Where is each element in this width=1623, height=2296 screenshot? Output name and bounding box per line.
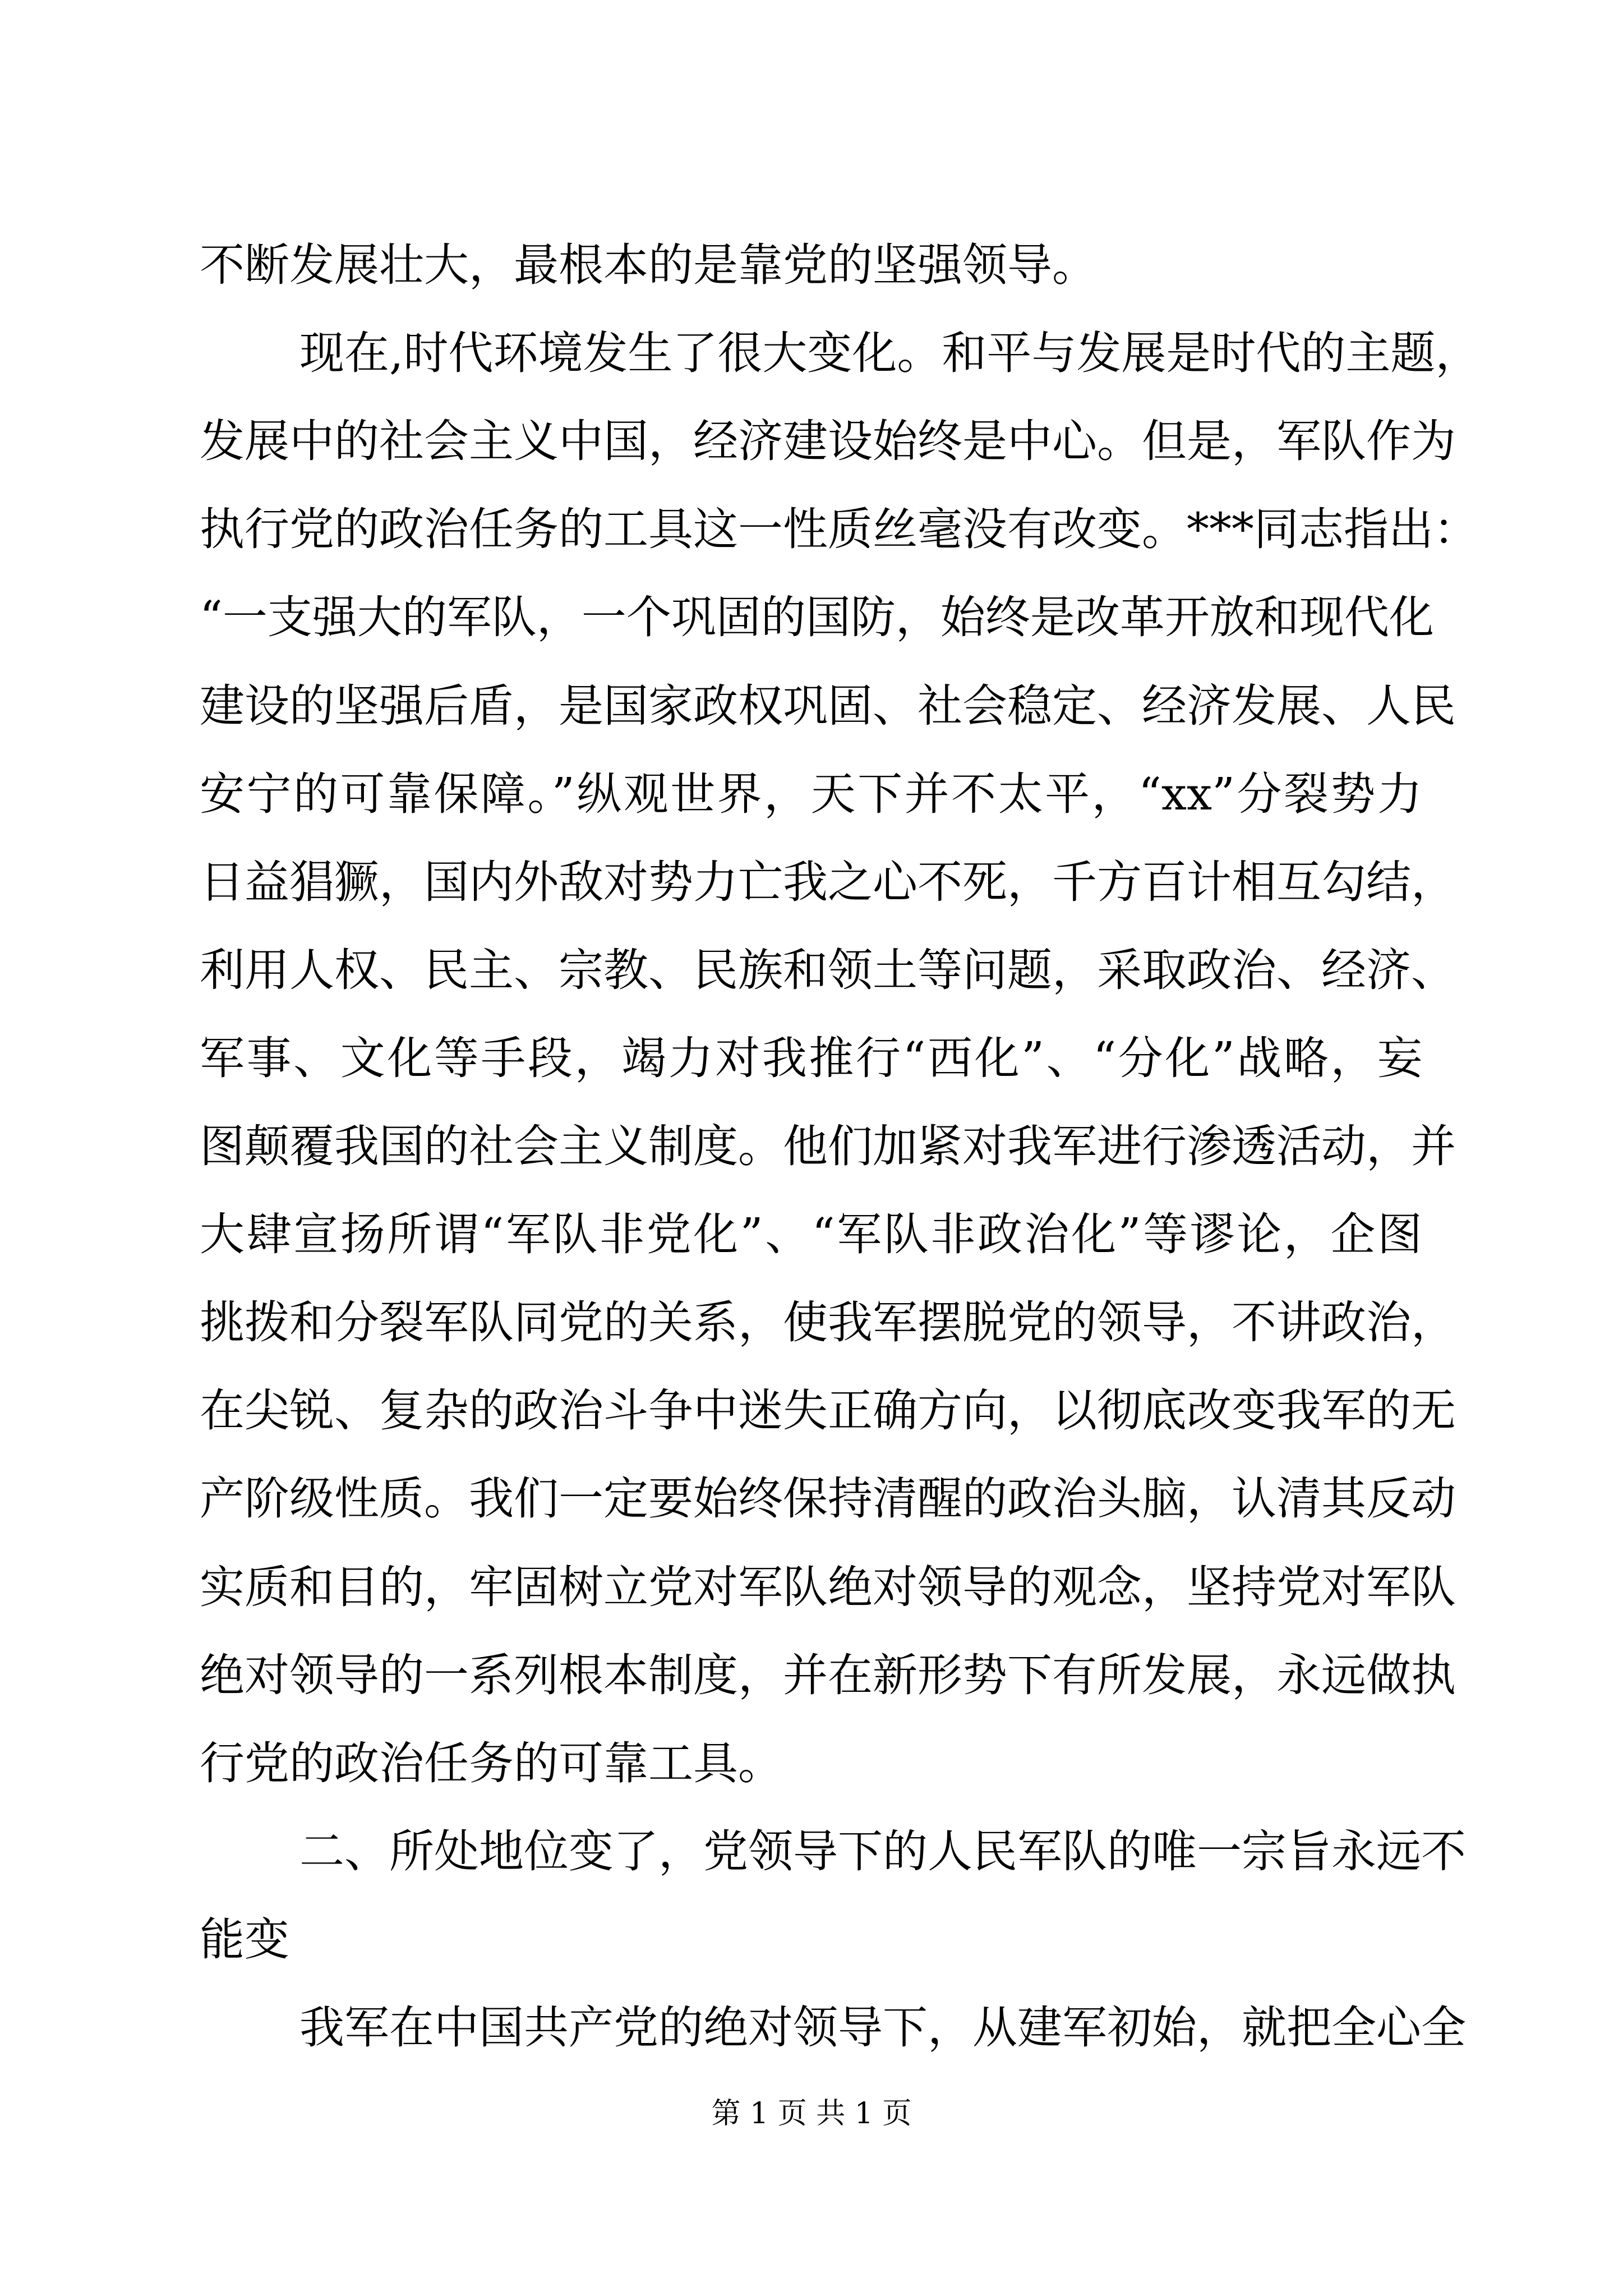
text-line: 在尖锐、复杂的政治斗争中迷失正确方向，以彻底改变我军的无 <box>200 1384 1456 1437</box>
text-line: “一支强大的军队，一个巩固的国防，始终是改革开放和现代化 <box>200 591 1434 643</box>
text-line: 日益猖獗，国内外敌对势力亡我之心不死，千方百计相互勾结， <box>200 856 1456 908</box>
text-line: 产阶级性质。我们一定要始终保持清醒的政治头脑，认清其反动 <box>200 1473 1456 1525</box>
text-line: 建设的坚强后盾，是国家政权巩固、社会稳定、经济发展、人民 <box>200 680 1456 732</box>
text-line: 绝对领导的一系列根本制度，并在新形势下有所发展，永远做执 <box>200 1649 1456 1701</box>
text-line: 二、所处地位变了，党领导下的人民军队的唯一宗旨永远不 <box>299 1825 1466 1878</box>
text-line: 执行党的政治任务的工具这一性质丝毫没有改变。***同志指出： <box>200 503 1478 555</box>
text-line: 能变 <box>200 1913 289 1966</box>
text-line: 图颠覆我国的社会主义制度。他们加紧对我军进行渗透活动，并 <box>200 1120 1456 1172</box>
text-line: 行党的政治任务的可靠工具。 <box>200 1737 783 1789</box>
text-line: 我军在中国共产党的绝对领导下，从建军初始，就把全心全 <box>299 2001 1466 2054</box>
text-line: 发展中的社会主义中国，经济建设始终是中心。但是，军队作为 <box>200 415 1456 467</box>
text-line: 挑拨和分裂军队同党的关系，使我军摆脱党的领导，不讲政治， <box>200 1296 1456 1349</box>
text-line: 不断发展壮大，最根本的是靠党的坚强领导。 <box>200 239 1097 291</box>
page-footer: 第 1 页 共 1 页 <box>711 2097 912 2131</box>
text-line: 利用人权、民主、宗教、民族和领土等问题，采取政治、经济、 <box>200 944 1456 996</box>
text-line: 军事、文化等手段，竭力对我推行“西化”、“分化”战略，妄 <box>200 1032 1422 1084</box>
text-line: 安宁的可靠保障。”纵观世界，天下并不太平，“xx”分裂势力 <box>200 768 1422 820</box>
text-line: 大肆宣扬所谓“军队非党化”、“军队非政治化”等谬论，企图 <box>200 1208 1422 1260</box>
text-line: 现在,时代环境发生了很大变化。和平与发展是时代的主题， <box>299 327 1481 379</box>
text-line: 实质和目的，牢固树立党对军队绝对领导的观念，坚持党对军队 <box>200 1561 1456 1613</box>
